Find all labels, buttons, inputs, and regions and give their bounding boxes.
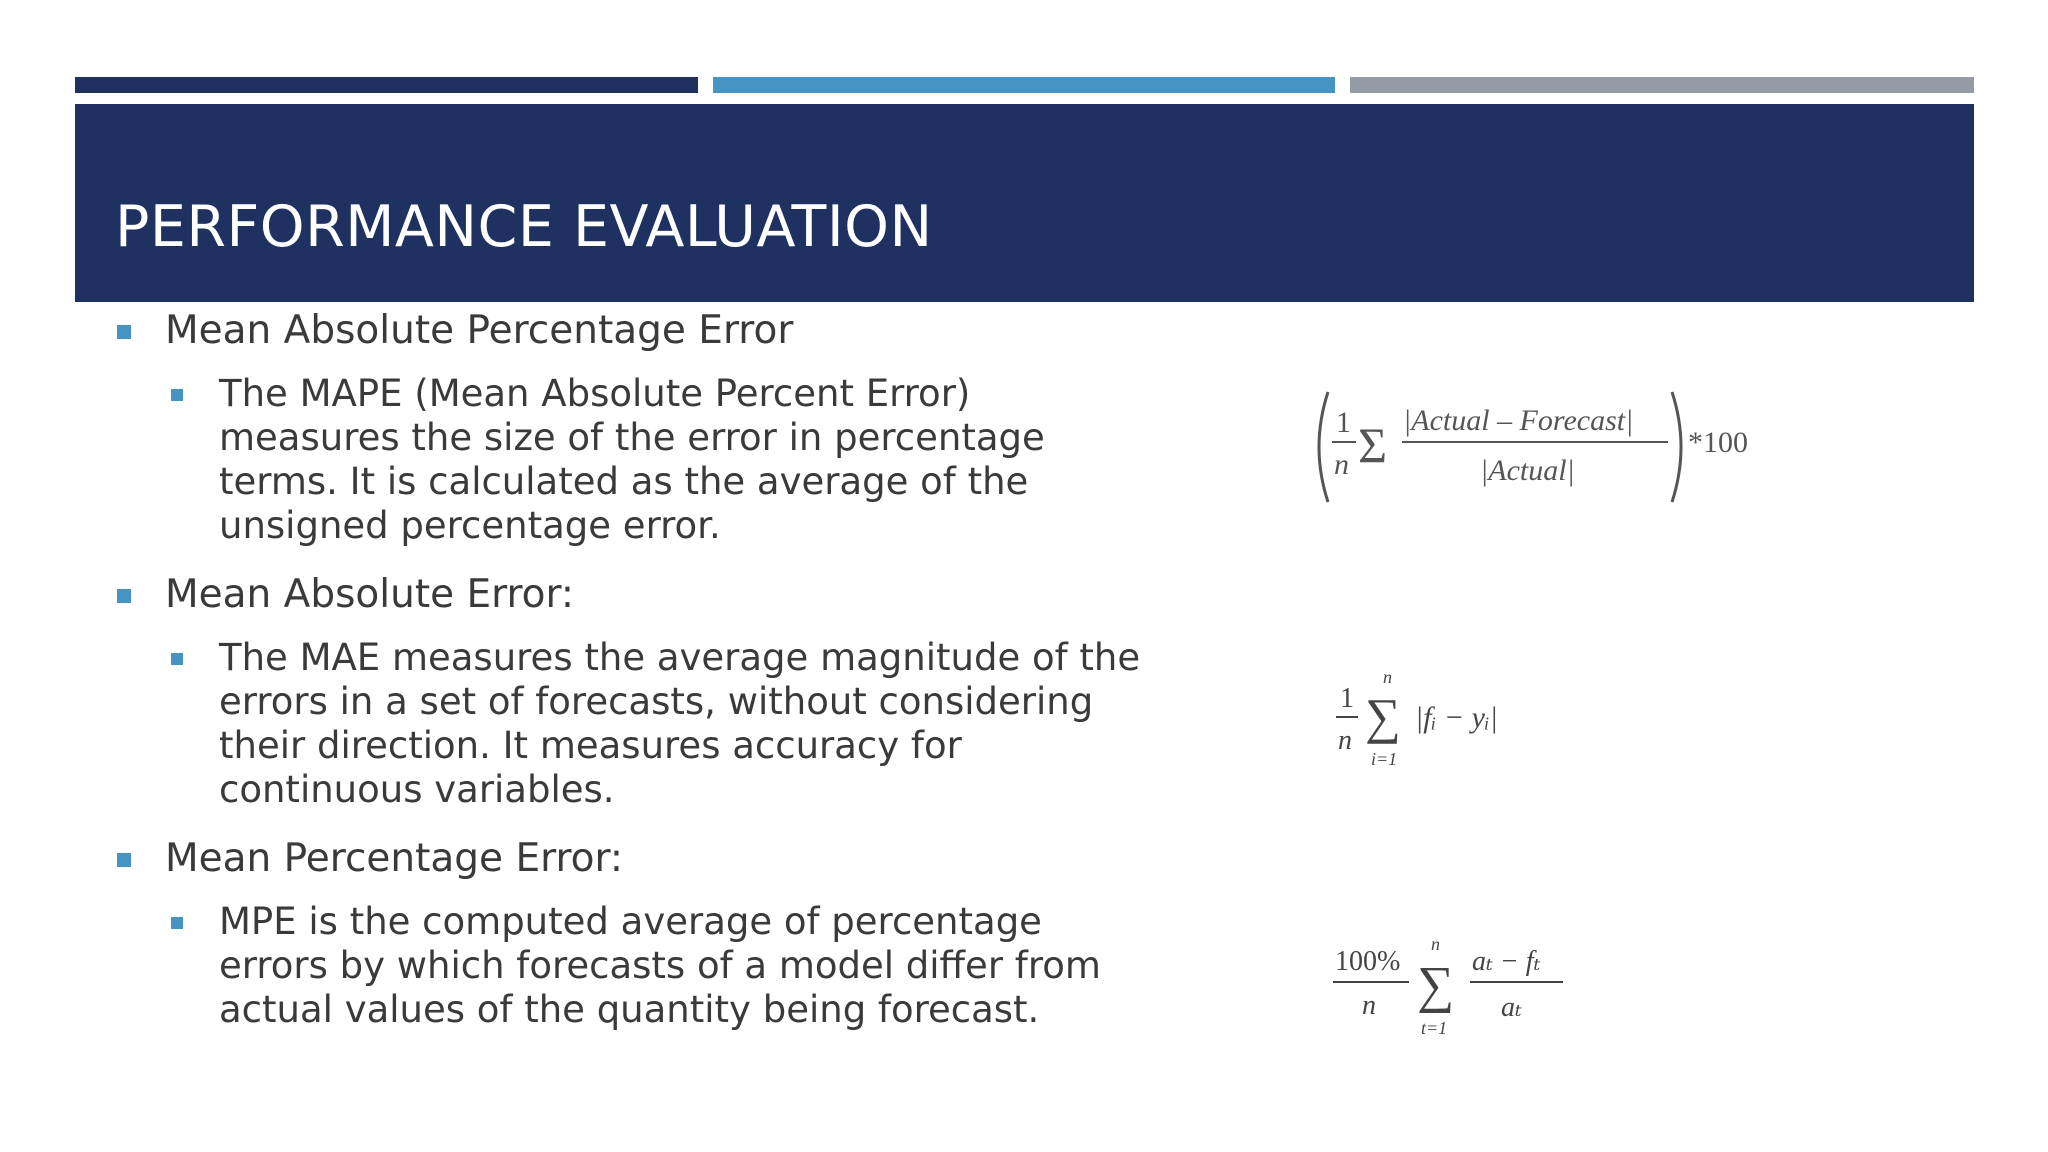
square-bullet-icon	[171, 917, 183, 929]
accent-bar-navy	[75, 77, 698, 93]
mpe-percent: 100%	[1335, 946, 1401, 977]
mpe-upper: n	[1431, 934, 1440, 954]
square-bullet-icon	[117, 589, 131, 603]
accent-bar-blue	[713, 77, 1335, 93]
mpe-formula	[1325, 930, 1575, 1040]
mae-body: |fᵢ − yᵢ|	[1415, 701, 1498, 734]
mape-numerator: |Actual – Forecast|	[1403, 404, 1634, 437]
bullet-description-text: MPE is the computed average of percentage errors by which forecasts of a model differ from actual values of the quantity being forecast.	[219, 900, 1101, 1031]
square-bullet-icon	[171, 389, 183, 401]
mae-one: 1	[1340, 683, 1354, 714]
mape-formula	[1310, 382, 1770, 512]
mpe-denominator: aₜ	[1501, 992, 1522, 1023]
mae-n: n	[1338, 725, 1352, 756]
square-bullet-icon	[171, 653, 183, 665]
mpe-numerator: aₜ − fₜ	[1472, 946, 1541, 977]
mape-one: 1	[1336, 406, 1351, 439]
bullet-mpe-heading	[115, 834, 1155, 884]
mpe-n: n	[1362, 990, 1376, 1021]
title-band	[75, 104, 1974, 302]
mae-upper: n	[1383, 667, 1392, 687]
bullet-mape-heading	[115, 306, 1155, 356]
mpe-sigma: ∑	[1417, 957, 1455, 1014]
mae-sigma: ∑	[1365, 688, 1401, 744]
mae-lower: i=1	[1371, 749, 1398, 769]
bullet-mae-description	[169, 636, 1155, 812]
mape-sigma: Σ	[1358, 417, 1388, 473]
bullet-heading-text: Mean Absolute Error:	[165, 572, 575, 617]
bullet-description-text: The MAE measures the average magnitude of the errors in a set of forecasts, without considering their direction. It measures accuracy for continuous variables.	[219, 636, 1141, 811]
bullet-mape-description	[169, 372, 1155, 548]
mae-formula	[1325, 665, 1545, 780]
mape-denominator: |Actual|	[1480, 454, 1575, 487]
slide-title: PERFORMANCE EVALUATION	[115, 194, 933, 260]
square-bullet-icon	[117, 853, 131, 867]
accent-bar-gray	[1350, 77, 1974, 93]
bullet-mpe-description	[169, 900, 1155, 1032]
mape-n: n	[1334, 448, 1349, 481]
mape-multiplier: *100	[1688, 426, 1748, 459]
bullet-list	[115, 306, 1155, 1054]
bullet-heading-text: Mean Percentage Error:	[165, 836, 623, 881]
square-bullet-icon	[117, 325, 131, 339]
bullet-heading-text: Mean Absolute Percentage Error	[165, 308, 794, 353]
bullet-description-text: The MAPE (Mean Absolute Percent Error) measures the size of the error in percentage terms. It is calculated as the average of the unsigned percentage error.	[219, 372, 1045, 547]
mpe-lower: t=1	[1421, 1018, 1448, 1038]
bullet-mae-heading	[115, 570, 1155, 620]
